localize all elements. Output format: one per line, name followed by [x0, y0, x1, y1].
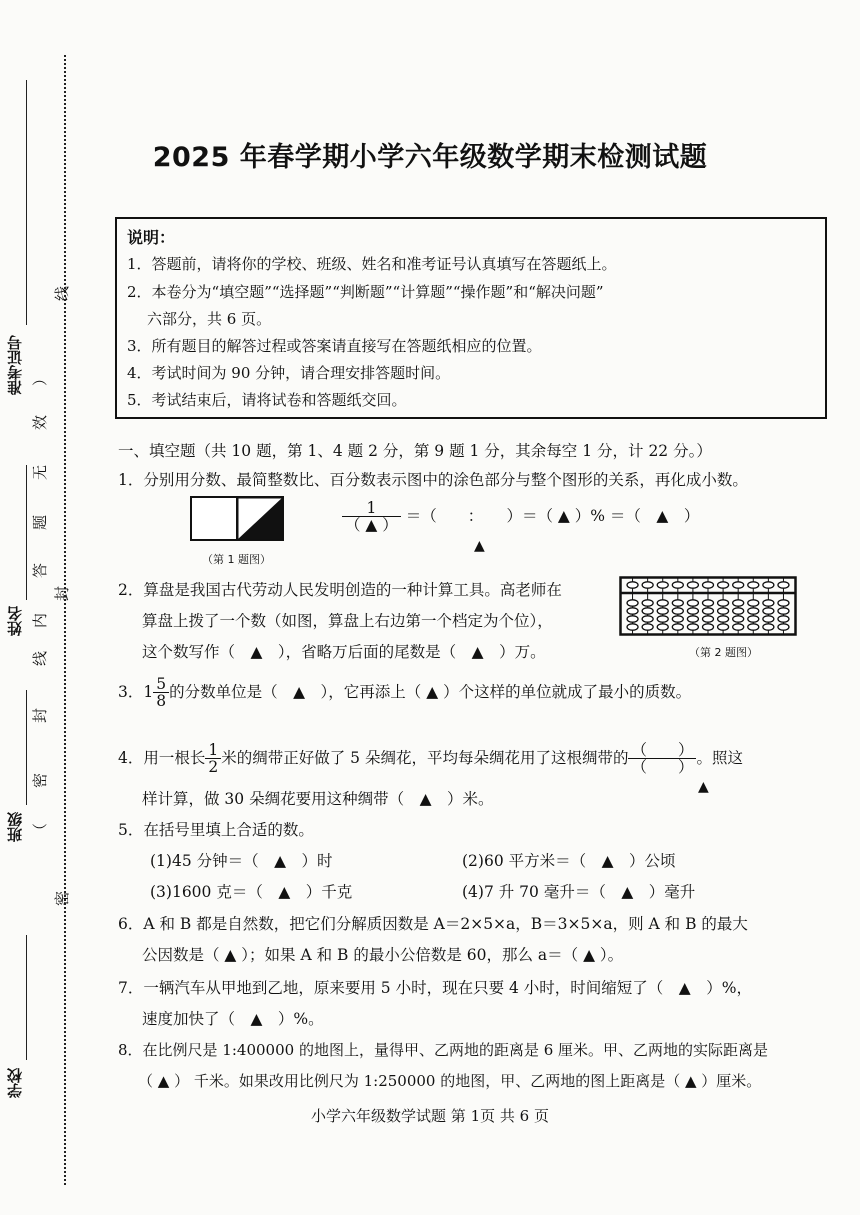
abacus-bead — [627, 608, 638, 614]
instruction-item: 1．答题前，请将你的学校、班级、姓名和准考证号认真填写在答题纸上。 — [127, 255, 617, 273]
question-6-line-1: 6．A 和 B 都是自然数，把它们分解质因数是 A＝2×5×a，B＝3×5×a，则 A 和 B 的最大 — [118, 915, 748, 933]
abacus-bead — [733, 616, 744, 622]
q5-item-4: (4)7 升 70 毫升＝（ ▲ ）毫升 — [462, 883, 696, 901]
abacus-bead — [763, 582, 774, 588]
abacus-bead — [748, 624, 759, 630]
question-4-line-2: 样计算，做 30 朵绸花要用这种绸带（ ▲ ）米。 — [142, 790, 494, 808]
q3-numerator: 5 — [153, 676, 169, 693]
abacus-bead — [718, 600, 729, 606]
page-title: 2025 年春学期小学六年级数学期末检测试题 — [152, 142, 708, 173]
q1-blank-mark: ▲ — [474, 538, 485, 554]
instruction-item: 2．本卷分为“填空题”“选择题”“判断题”“计算题”“操作题”和“解决问题” — [127, 283, 604, 301]
side-word-xian: 线 — [53, 285, 72, 302]
side-word-feng: 封 — [53, 585, 72, 602]
abacus-bead — [687, 616, 698, 622]
seal-char-xian: 线 — [31, 650, 50, 667]
margin-name-blank — [26, 465, 27, 600]
margin-exam-id-blank — [26, 80, 27, 325]
abacus-bead — [748, 608, 759, 614]
margin-school-blank — [26, 935, 27, 1060]
abacus-bead — [718, 624, 729, 630]
q3-rest: 的分数单位是（ ▲ ），它再添上（ ▲ ）个这样的单位就成了最小的质数。 — [169, 682, 692, 701]
abacus-bead — [642, 624, 653, 630]
abacus-bead — [642, 600, 653, 606]
abacus-bead — [748, 616, 759, 622]
q4-blank-fraction — [628, 742, 696, 776]
q1-answer-line — [342, 500, 699, 534]
abacus-bead — [657, 616, 668, 622]
question-7-line-1: 7．一辆汽车从甲地到乙地，原来要用 5 小时，现在只要 4 小时，时间缩短了（ ▲ ）%， — [118, 979, 752, 997]
binding-dotted-line — [64, 55, 66, 1185]
q3-number: 3． — [118, 682, 144, 701]
question-2-line-1: 2．算盘是我国古代劳动人民发明创造的一种计算工具。高老师在 — [118, 581, 562, 599]
abacus-bead — [733, 600, 744, 606]
q1-answer-rest: ＝（ ： ）＝（ ▲ ）% ＝（ ▲ ） — [405, 506, 700, 525]
seal-char-feng: 封 — [31, 707, 50, 724]
abacus-bead — [627, 600, 638, 606]
q4-prefix: 4．用一根长 — [118, 748, 206, 767]
question-8-line-1: 8．在比例尺是 1:400000 的地图上，量得甲、乙两地的距离是 6 厘米。甲、乙两地的实际距离是 — [118, 1041, 769, 1059]
q4-blank-mark: ▲ — [698, 779, 709, 795]
abacus-bead — [763, 616, 774, 622]
abacus-bead — [672, 600, 683, 606]
abacus-figure — [619, 576, 797, 636]
q5-item-3: (3)1600 克＝（ ▲ ）千克 — [150, 883, 353, 901]
q4-length-fraction — [205, 742, 221, 776]
seal-char-wu: 无 — [31, 464, 50, 481]
q3-whole-part: 1 — [143, 682, 154, 701]
abacus-bead — [672, 616, 683, 622]
instruction-item: 六部分，共 6 页。 — [147, 310, 272, 328]
abacus-bead — [733, 624, 744, 630]
instruction-item: 4．考试时间为 90 分钟，请合理安排答题时间。 — [127, 364, 451, 382]
abacus-bead — [657, 582, 668, 588]
abacus-bead — [657, 608, 668, 614]
abacus-bead — [703, 582, 714, 588]
q4-numerator: 1 — [205, 742, 221, 759]
question-8-line-2: （ ▲ ） 千米。如果改用比例尺为 1:250000 的地图，甲、乙两地的图上距离是（ ▲ ）厘米。 — [138, 1072, 762, 1090]
question-3 — [118, 676, 691, 710]
instructions-heading: 说明： — [127, 228, 176, 247]
seal-char-da: 答 — [31, 562, 50, 579]
question-2-line-3: 这个数写作（ ▲ ），省略万后面的尾数是（ ▲ ）万。 — [142, 643, 546, 661]
abacus-bead — [703, 600, 714, 606]
abacus-bead — [778, 624, 789, 630]
margin-label-name: 姓名 — [6, 606, 24, 636]
q1-figure-shaded-square — [236, 496, 284, 541]
q1-fraction — [342, 500, 401, 534]
margin-label-exam-id: 准考证号 — [6, 335, 24, 395]
q3-mixed-fraction — [153, 676, 169, 710]
abacus-bead — [763, 608, 774, 614]
seal-char-ti: 题 — [31, 514, 50, 531]
abacus-bead — [657, 624, 668, 630]
abacus-bead — [703, 624, 714, 630]
abacus-bead — [778, 616, 789, 622]
seal-char-mi: 密 — [31, 772, 50, 789]
abacus-bead — [748, 600, 759, 606]
abacus-bead — [718, 608, 729, 614]
abacus-bead — [733, 582, 744, 588]
abacus-bead — [687, 600, 698, 606]
abacus-bead — [703, 616, 714, 622]
q4-denominator: 2 — [208, 758, 219, 777]
q1-fraction-numerator: 1 — [342, 500, 401, 517]
abacus-bead — [778, 608, 789, 614]
abacus-bead — [642, 616, 653, 622]
abacus-bead — [763, 600, 774, 606]
question-4-line-1 — [118, 742, 743, 776]
q3-denominator: 8 — [156, 692, 167, 711]
abacus-bead — [718, 582, 729, 588]
abacus-bead — [672, 582, 683, 588]
page-footer: 小学六年级数学试题 第 1页 共 6 页 — [311, 1107, 549, 1125]
margin-label-class: 班级 — [6, 812, 24, 842]
abacus-bead — [748, 582, 759, 588]
abacus-bead — [733, 608, 744, 614]
question-7-line-2: 速度加快了（ ▲ ）%。 — [142, 1010, 324, 1028]
instructions-box — [115, 217, 827, 419]
abacus-bead — [718, 616, 729, 622]
question-5-text: 5．在括号里填上合适的数。 — [118, 821, 314, 839]
instruction-item: 5．考试结束后，请将试卷和答题纸交回。 — [127, 391, 407, 409]
abacus-bead — [778, 582, 789, 588]
margin-class-blank — [26, 690, 27, 805]
abacus-bead — [642, 608, 653, 614]
q1-figure-left-square — [190, 496, 238, 541]
abacus-bead — [687, 624, 698, 630]
seal-mark-close: ） — [31, 370, 50, 387]
q1-fraction-denominator: （ ▲ ） — [345, 516, 398, 535]
question-2-line-2: 算盘上拨了一个数（如图，算盘上右边第一个档定为个位）， — [142, 612, 553, 630]
abacus-bead — [627, 624, 638, 630]
q4-blank-denominator: （ ） — [631, 758, 694, 777]
q5-item-1: (1)45 分钟＝（ ▲ ）时 — [150, 852, 333, 870]
abacus-bead — [687, 608, 698, 614]
instruction-item: 3．所有题目的解答过程或答案请直接写在答题纸相应的位置。 — [127, 337, 542, 355]
q5-item-2: (2)60 平方米＝（ ▲ ）公顷 — [462, 852, 676, 870]
q4-blank-numerator: （ ） — [628, 742, 696, 759]
question-1-text: 1．分别用分数、最简整数比、百分数表示图中的涂色部分与整个图形的关系，再化成小数。 — [118, 471, 748, 489]
abacus-bead — [672, 608, 683, 614]
q4-after: 。照这 — [696, 748, 743, 767]
q4-middle: 米的绸带正好做了 5 朵绸花，平均每朵绸花用了这根绸带的 — [221, 748, 629, 767]
q2-figure-caption: （第 2 题图） — [689, 646, 758, 659]
margin-label-school: 学校 — [6, 1068, 24, 1098]
side-word-mi: 密 — [53, 890, 72, 907]
abacus-bead — [778, 600, 789, 606]
abacus-bead — [657, 600, 668, 606]
q1-figure-caption: （第 1 题图） — [202, 553, 271, 566]
abacus-bead — [642, 582, 653, 588]
abacus-bead — [627, 582, 638, 588]
abacus-bead — [763, 624, 774, 630]
seal-mark-open: （ — [31, 822, 50, 839]
seal-char-xiao: 效 — [31, 414, 50, 431]
question-6-line-2: 公因数是（ ▲ ）；如果 A 和 B 的最小公倍数是 60，那么 a＝（ ▲ ）。 — [142, 946, 624, 964]
abacus-bead — [687, 582, 698, 588]
seal-char-nei: 内 — [31, 612, 50, 629]
abacus-bead — [627, 616, 638, 622]
section-heading: 一、填空题（共 10 题，第 1、4 题 2 分，第 9 题 1 分，其余每空 1 分，计 22 分。） — [118, 442, 712, 460]
abacus-bead — [703, 608, 714, 614]
abacus-bead — [672, 624, 683, 630]
